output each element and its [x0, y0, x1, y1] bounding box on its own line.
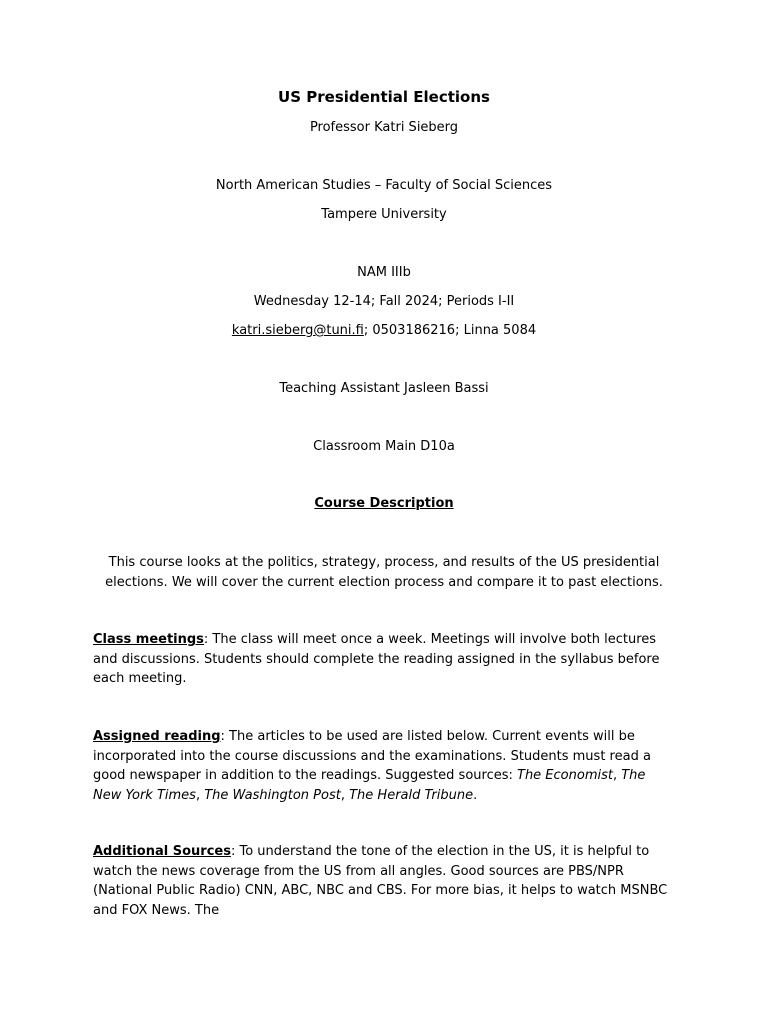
class-meetings-label: Class meetings: [93, 632, 204, 647]
email-link[interactable]: katri.sieberg@tuni.fi: [231, 323, 364, 338]
department-line: North American Studies – Faculty of Social Sciences: [215, 178, 553, 193]
contact-details: ; 0503186216; Linna 5084: [363, 323, 537, 338]
course-title: US Presidential Elections: [278, 88, 490, 106]
course-description-heading: Course Description: [314, 496, 454, 511]
period: .: [473, 787, 478, 803]
schedule-line: Wednesday 12-14; Fall 2024; Periods I-II: [253, 294, 515, 309]
source-economist: The Economist: [517, 768, 613, 783]
assigned-reading-label: Assigned reading: [93, 729, 221, 744]
class-meetings-text: : The class will meet once a week. Meetings will involve both lectures and discussions. Students should complete the reading assigned in the syllabus before each meeting.: [93, 632, 660, 686]
course-description-text: This course looks at the politics, strategy, process, and results of the US presidential elections. We will cover the current election process and compare it to past elections.: [105, 555, 663, 590]
professor-name: Professor Katri Sieberg: [309, 120, 459, 135]
source-herald-tribune: The Herald Tribune: [349, 787, 474, 803]
source-nyt: The New York Times: [93, 768, 646, 803]
additional-sources-text: : To understand the tone of the election in the US, it is helpful to watch the news coverage from the US from all angles. Good sources are PBS/NPR (National Public Radio) CNN, ABC, NBC and CBS. For more bias, it helps to watch MSNBC and FOX News. The: [93, 844, 668, 918]
assigned-reading-paragraph: [93, 727, 677, 805]
assigned-reading-text: : The articles to be used are listed below. Current events will be incorporated into the course discussions and the examinations. Students must read a good newspaper in addition to the readings. Suggested sources:: [93, 729, 651, 783]
class-meetings-paragraph: [93, 630, 677, 689]
separator: ,: [340, 787, 350, 803]
university-line: Tampere University: [321, 207, 447, 222]
course-code: NAM IIIb: [357, 265, 411, 280]
contact-line: [0, 323, 768, 338]
separator: ,: [612, 768, 622, 783]
separator: ,: [195, 787, 205, 803]
additional-sources-paragraph: [93, 842, 677, 920]
teaching-assistant-line: Teaching Assistant Jasleen Bassi: [279, 381, 489, 396]
source-washington-post: The Washington Post: [204, 787, 341, 803]
additional-sources-label: Additional Sources: [93, 844, 231, 859]
classroom-line: Classroom Main D10a: [313, 439, 455, 454]
